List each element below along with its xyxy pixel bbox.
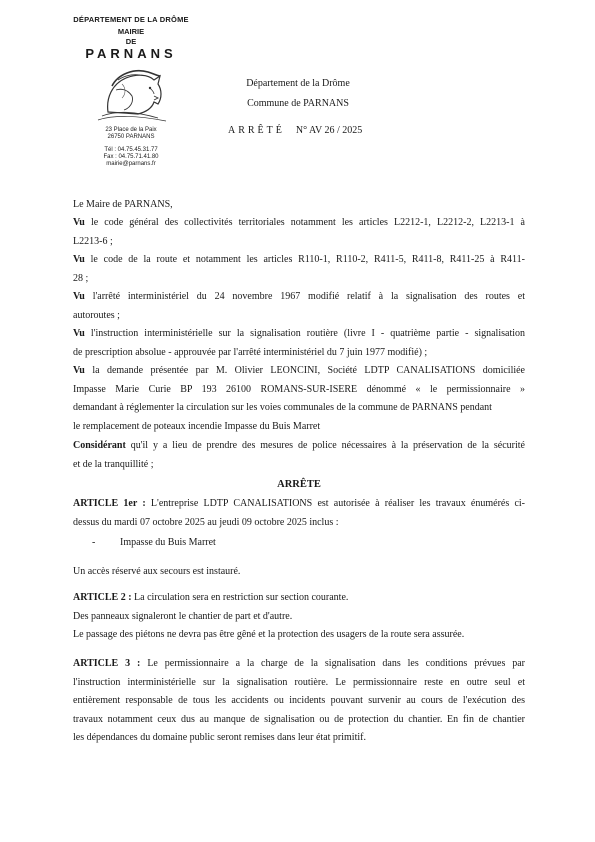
article-2-line2: Des panneaux signaleront le chantier de part et d'autre.: [73, 610, 293, 622]
preamble-intro: Le Maire de PARNANS,: [73, 199, 173, 210]
considerant: [73, 437, 525, 474]
article-3: [73, 655, 525, 748]
letterhead-town: PARNANS: [85, 46, 177, 61]
article-1-text-cont: dessus du mardi 07 octobre 2025 au jeudi 09 octobre 2025 inclus :: [73, 516, 339, 528]
vu-lead: Vu: [73, 291, 85, 302]
vu-lead: Vu: [73, 217, 85, 228]
article-3-line2: l'instruction interministérielle sur la signalisation routière. Le permissionnaire reste en outre seul et: [73, 676, 525, 688]
vu-code-route: [73, 251, 525, 288]
article-1: [73, 495, 525, 532]
letterhead-de: DE: [125, 37, 137, 46]
heading-department: Département de la Drôme: [246, 78, 350, 89]
vu-text-cont: Impasse Marie Curie BP 193 26100 ROMANS-SUR-ISERE dénommé « le permissionnaire »: [73, 383, 525, 395]
vu-text: le code de la route et notamment les articles R110-1, R110-2, R411-5, R411-8, R411-25 à R411-: [90, 254, 525, 265]
vu-text: l'arrêté interministériel du 24 novembre 1967 modifié relatif à la signalisation des routes et: [92, 291, 525, 302]
article-1-extra: Un accès réservé aux secours est instauré.: [73, 566, 241, 577]
article-3-line4: travaux notamment ceux dus au manque de signalisation ou de protection du chantier. En fin de chantier: [73, 713, 525, 725]
heading-commune: Commune de PARNANS: [247, 98, 349, 109]
letterhead-mairie: MAIRIE: [117, 27, 145, 36]
article-3-line5: les dépendances du domaine public seront remises dans leur état primitif.: [73, 732, 366, 743]
considerant-text-cont: et de la tranquillité ;: [73, 458, 154, 470]
letterhead-department: DÉPARTEMENT DE LA DRÔME: [73, 15, 189, 24]
decision-title: ARRÊTE: [277, 479, 321, 490]
article-1-text: L'entreprise LDTP CANALISATIONS est autorisée à réaliser les travaux énumérés ci-: [150, 498, 526, 509]
considerant-lead: Considérant: [73, 440, 126, 451]
article-2-label: ARTICLE 2 :: [73, 592, 132, 603]
vu-lead: Vu: [73, 254, 85, 265]
vu-lead: Vu: [73, 365, 85, 376]
vu-collectivites: [73, 214, 525, 251]
article-3-label: ARTICLE 3 :: [73, 658, 141, 669]
arrete-label: ARRÊTÉ: [228, 125, 285, 136]
vu-text-cont: L2213-6 ;: [73, 235, 113, 247]
letterhead-email: mairie@parnans.fr: [106, 161, 156, 167]
vu-demande: [73, 362, 525, 436]
letterhead-tel: Tél : 04.75.45.31.77: [104, 147, 158, 153]
vu-text-cont: 28 ;: [73, 272, 89, 284]
vu-arrete-1967: [73, 288, 525, 325]
article-3-line3: entièrement responsable de tous les accidents ou incidents pouvant survenir au cours de l'exécution des: [73, 695, 525, 706]
marianne-logo-icon: [88, 60, 182, 122]
letterhead-fax: Fax : 04.75.71.41.80: [103, 154, 159, 160]
bullet-mark: -: [92, 537, 96, 548]
article-2: [73, 589, 525, 645]
letterhead-address-line2: 26750 PARNANS: [107, 134, 155, 140]
article-2-text: La circulation sera en restriction sur section courante.: [134, 592, 349, 603]
vu-text-cont: de prescription absolue - approuvée par l'arrêté interministériel du 7 juin 1977 modifié) ;: [73, 346, 428, 358]
article-1-bullet-item: Impasse du Buis Marret: [120, 537, 216, 548]
vu-text-cont: demandant à réglementer la circulation sur les voies communales de la commune de PARNANS pendant: [73, 402, 492, 413]
arrete-number: N° AV 26 / 2025: [295, 125, 363, 136]
heading-arrete: [228, 125, 376, 136]
letterhead-address-line1: 23 Place de la Paix: [105, 127, 157, 133]
article-1-label: ARTICLE 1er :: [73, 498, 146, 509]
article-3-text: Le permissionnaire a la charge de la signalisation dans les conditions prévues par: [147, 658, 526, 669]
vu-text: l'instruction interministérielle sur la signalisation routière (livre I - quatrième partie - signalisation: [90, 328, 526, 339]
vu-text-cont: autoroutes ;: [73, 309, 120, 321]
vu-text: la demande présentée par M. Olivier LEONCINI, Société LDTP CANALISATIONS domiciliée: [92, 365, 525, 376]
vu-instruction: [73, 325, 525, 362]
considerant-text: qu'il y a lieu de prendre des mesures de police nécessaires à la préservation de la sécurité: [130, 440, 525, 451]
vu-text-cont: le remplacement de poteaux incendie Impasse du Buis Marret: [73, 420, 321, 432]
article-2-line3: Le passage des piétons ne devra pas être gêné et la protection des usagers de la route sera assurée.: [73, 629, 465, 640]
vu-text: le code général des collectivités territoriales notamment les articles L2212-1, L2212-2, L2213-1 à: [90, 217, 525, 228]
vu-lead: Vu: [73, 328, 85, 339]
